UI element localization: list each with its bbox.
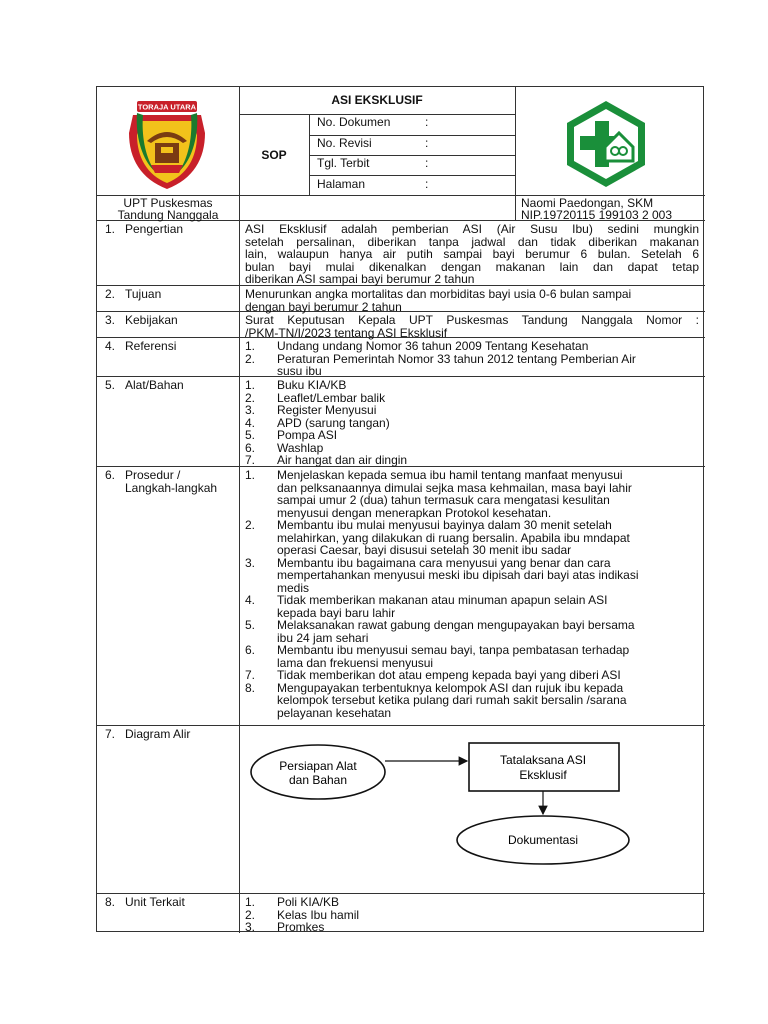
list-item: Membantu ibu menyusui semau bayi, tanpa pembatasan terhadap <box>277 643 630 657</box>
tujuan-line: dengan bayi berumur 2 tahun <box>245 299 402 314</box>
section-label: Pengertian <box>125 222 184 236</box>
kebijakan-line: /PKM-TN/I/2023 tentang ASI Eksklusif <box>245 325 448 340</box>
section-label: Prosedur / <box>125 468 181 482</box>
list-item: melahirkan, yang dilakukan di ruang bersalin. Apabila ibu mndapat <box>277 530 630 545</box>
list-item: pelayanan kesehatan <box>277 705 392 720</box>
pengertian-line: bulan bayi mulai dikenalkan dengan makanan lain dan dapat tetap <box>245 259 699 274</box>
field-label: Tgl. Terbit <box>317 156 370 170</box>
list-number: 1. <box>245 378 256 392</box>
list-item: Poli KIA/KB <box>277 895 340 909</box>
list-number: 4. <box>245 593 256 607</box>
list-item: Melaksanakan rawat gabung dengan mengupayakan bayi bersama <box>277 618 635 632</box>
section-number: 3. <box>105 313 116 327</box>
org-name-2: Tandung Nanggala <box>117 208 219 222</box>
field-separator: : <box>425 115 429 129</box>
list-item: Air hangat dan air dingin <box>277 453 408 467</box>
flow-node-process-label: Tatalaksana ASI <box>499 753 587 767</box>
list-item: Kelas Ibu hamil <box>277 907 360 922</box>
list-item: medis <box>277 580 310 595</box>
grid-line <box>309 175 515 176</box>
section-number: 5. <box>105 378 116 392</box>
section-label: Langkah-langkah <box>125 480 218 495</box>
list-item: kelompok tersebut ketika pulang dari rumah sakit bersalin /sarana <box>277 693 627 707</box>
list-item: Peraturan Pemerintah Nomor 33 tahun 2012 tentang Pemberian Air <box>277 351 636 366</box>
section-number: 7. <box>105 727 116 741</box>
list-item: Membantu ibu mulai menyusui bayinya dalam 30 menit setelah <box>277 518 612 532</box>
flow-node-start-label: Persiapan Alat <box>279 759 357 773</box>
grid-line <box>97 376 705 377</box>
list-item: Menjelaskan kepada semua ibu hamil tentang manfaat menyusui <box>277 468 623 482</box>
list-number: 8. <box>245 680 256 695</box>
pengertian-line: setelah persalinan, diberikan tanpa jadwal dan tidak diberikan makanan <box>245 234 699 249</box>
list-number: 7. <box>245 668 256 682</box>
list-item: kepada bayi baru lahir <box>277 605 396 620</box>
list-item: ibu 24 jam sehari <box>277 630 369 645</box>
flow-node-process <box>469 743 619 791</box>
list-item: menyusui dengan menerapkan Protokol kesehatan. <box>277 505 552 520</box>
list-number: 5. <box>245 428 256 442</box>
list-item: Undang undang Nomor 36 tahun 2009 Tentang Kesehatan <box>277 339 589 353</box>
pengertian-line: lain, walaupun hanya air putih sampai bayi berumur 6 bulan. Setelah 6 <box>245 247 699 261</box>
section-number: 6. <box>105 468 116 482</box>
list-number: 6. <box>245 643 256 657</box>
flow-node-process-label: Eksklusif <box>519 768 567 782</box>
list-number: 1. <box>245 895 256 909</box>
list-number: 3. <box>245 403 256 417</box>
section-number: 4. <box>105 339 116 353</box>
list-item: lama dan frekuensi menyusui <box>277 655 434 670</box>
list-number: 1. <box>245 339 256 353</box>
list-item: Membantu ibu bagaimana cara menyusui yang benar dan cara <box>277 555 611 570</box>
tujuan-line: Menurunkan angka mortalitas dan morbiditas bayi usia 0-6 bulan sampai <box>245 287 632 301</box>
list-item: mempertahankan menyusui meski ibu dipisah dari bayi atas indikasi <box>277 568 639 582</box>
pengertian-line: diberikan ASI sampai bayi berumur 2 tahun <box>245 272 475 286</box>
list-item: Washlap <box>277 440 324 455</box>
list-item: operasi Caesar, bayi disusui setelah 30 menit ibu sadar <box>277 543 572 557</box>
section-label: Referensi <box>125 339 177 353</box>
field-separator: : <box>425 177 429 191</box>
field-label: No. Revisi <box>317 136 372 150</box>
field-separator: : <box>425 156 429 170</box>
list-item: sampai umur 2 (dua) tahun termasuk cara mengatasi kesulitan <box>277 493 610 507</box>
section-label: Diagram Alir <box>125 727 191 741</box>
list-item: Leaflet/Lembar balik <box>277 390 386 405</box>
list-number: 7. <box>245 453 256 467</box>
signer-name: Naomi Paedongan, SKM <box>521 196 654 210</box>
section-number: 1. <box>105 222 116 236</box>
list-number: 6. <box>245 440 256 455</box>
field-label: Halaman <box>317 177 366 191</box>
section-number: 8. <box>105 895 116 909</box>
list-item: Mengupayakan terbentuknya kelompok ASI dan rujuk ibu kepada <box>277 680 624 695</box>
kebijakan-line: Surat Keputusan Kepala UPT Puskesmas Tandung Nanggala Nomor : <box>245 313 699 327</box>
list-number: 2. <box>245 351 256 366</box>
list-number: 4. <box>245 415 256 430</box>
section-number: 2. <box>105 287 116 301</box>
toraja-utara-logo <box>117 93 217 193</box>
section-label: Tujuan <box>125 287 162 301</box>
list-number: 2. <box>245 518 256 532</box>
list-item: Tidak memberikan makanan atau minuman apapun selain ASI <box>277 593 608 607</box>
grid-line <box>97 893 705 894</box>
list-item: Promkes <box>277 920 325 934</box>
list-item: Tidak memberikan dot atau empeng kepada bayi yang diberi ASI <box>277 668 621 682</box>
list-item: Buku KIA/KB <box>277 378 347 392</box>
field-label: No. Dokumen <box>317 115 391 129</box>
list-item: Pompa ASI <box>277 428 338 442</box>
list-number: 2. <box>245 907 256 922</box>
list-number: 1. <box>245 468 256 482</box>
list-number: 3. <box>245 920 256 934</box>
section-label: Alat/Bahan <box>125 378 184 392</box>
section-label: Unit Terkait <box>125 895 185 909</box>
flow-diagram <box>239 725 705 893</box>
section-label: Kebijakan <box>125 313 178 327</box>
list-number: 5. <box>245 618 256 632</box>
sop-label: SOP <box>261 148 287 162</box>
grid-line <box>515 87 516 220</box>
sop-document <box>96 86 704 932</box>
list-item: susu ibu <box>277 364 322 378</box>
flow-node-end-label: Dokumentasi <box>507 833 579 847</box>
logo-text: TORAJA UTARA <box>137 102 197 112</box>
list-item: APD (sarung tangan) <box>277 415 390 430</box>
signer-nip: NIP.19720115 199103 2 003 <box>521 208 673 222</box>
list-item: dan pelksanaannya dimulai sejka masa kehmailan, masa bayi lahir <box>277 480 632 495</box>
list-item: Register Menyusui <box>277 403 377 417</box>
org-name: UPT Puskesmas <box>123 196 213 210</box>
field-separator: : <box>425 136 429 150</box>
document-title: ASI EKSKLUSIF <box>331 93 423 107</box>
list-number: 3. <box>245 555 256 570</box>
pengertian-line: ASI Eksklusif adalah pemberian ASI (Air Susu Ibu) sedini mungkin <box>245 222 699 236</box>
kemenkes-logo <box>561 99 651 189</box>
flow-node-start-label: dan Bahan <box>288 773 348 787</box>
list-number: 2. <box>245 390 256 405</box>
